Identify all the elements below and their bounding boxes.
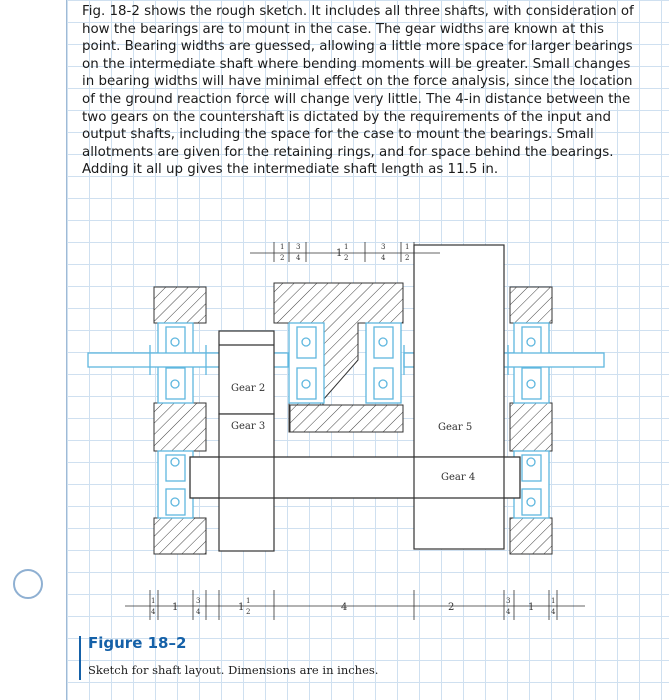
gear-2-label: Gear 2 xyxy=(231,383,266,394)
case-center-lower xyxy=(290,405,403,432)
bottom-dim-1-num: 1 xyxy=(151,597,156,605)
top-dim-1-num: 1 xyxy=(280,243,285,251)
top-dim-4-den: 4 xyxy=(381,254,386,262)
case-right-top xyxy=(510,287,552,323)
bottom-dim-9-den: 4 xyxy=(551,608,556,616)
gear-4-label: Gear 4 xyxy=(441,472,476,483)
top-dim-3-whole: 1 xyxy=(336,248,343,259)
bottom-dim-4-den: 2 xyxy=(246,608,251,616)
bottom-dim-7-num: 3 xyxy=(506,597,511,605)
bottom-dim-4-num: 1 xyxy=(246,597,251,605)
bottom-dim-1-den: 4 xyxy=(151,608,156,616)
bottom-dim-5: 4 xyxy=(341,602,348,613)
gear-2-body xyxy=(219,331,274,414)
bottom-dim-7-den: 4 xyxy=(506,608,511,616)
top-dim-2-num: 3 xyxy=(296,243,301,251)
case-left-bot xyxy=(154,518,206,554)
top-dim-5-num: 1 xyxy=(405,243,410,251)
top-dim-5-den: 2 xyxy=(405,254,410,262)
gear-5-label: Gear 5 xyxy=(438,422,473,433)
gear-4-body xyxy=(414,457,504,549)
case-left-mid xyxy=(154,403,206,451)
body-paragraph: Fig. 18-2 shows the rough sketch. It includes all three shafts, with consideration of how the bearings are to mount in the case. The gear widths are known at this point. Bearing widths are guessed, allowing a little more space for larger bearings on the intermediate shaft where bending moments will be greater. Small changes in bearing widths will have minimal effect on the force analysis, since the location of the ground reaction force will change very little. The 4-in distance between the two gears on the countershaft is dictated by the requirements of the input and output shafts, including the space for the case to mount the bearings. Small allotments are given for the retaining rings, and for space behind the bearings. Adding it all up gives the intermediate shaft length as 11.5 in. xyxy=(82,4,634,178)
bottom-dimension-line xyxy=(125,590,585,620)
top-dim-3-num: 1 xyxy=(344,243,349,251)
figure-label-rule xyxy=(79,636,81,680)
gear-3-body xyxy=(219,414,274,551)
top-dim-3-den: 2 xyxy=(344,254,349,262)
top-dim-4-num: 3 xyxy=(381,243,386,251)
bottom-dim-8: 1 xyxy=(528,602,535,613)
figure-label: Figure 18–2 xyxy=(88,634,187,652)
case-right-mid xyxy=(510,403,552,451)
bottom-dim-4-whole: 1 xyxy=(238,602,245,613)
case-left-top xyxy=(154,287,206,323)
bottom-dim-3-den: 4 xyxy=(196,608,201,616)
bottom-dim-2: 1 xyxy=(172,602,179,613)
figure-caption: Sketch for shaft layout. Dimensions are in inches. xyxy=(88,663,379,677)
top-dim-2-den: 4 xyxy=(296,254,301,262)
bottom-dim-6: 2 xyxy=(448,602,455,613)
case-right-bot xyxy=(510,518,552,554)
top-dim-1-den: 2 xyxy=(280,254,285,262)
bottom-dim-3-num: 3 xyxy=(196,597,201,605)
bottom-dim-9-num: 1 xyxy=(551,597,556,605)
gear-3-label: Gear 3 xyxy=(231,421,266,432)
